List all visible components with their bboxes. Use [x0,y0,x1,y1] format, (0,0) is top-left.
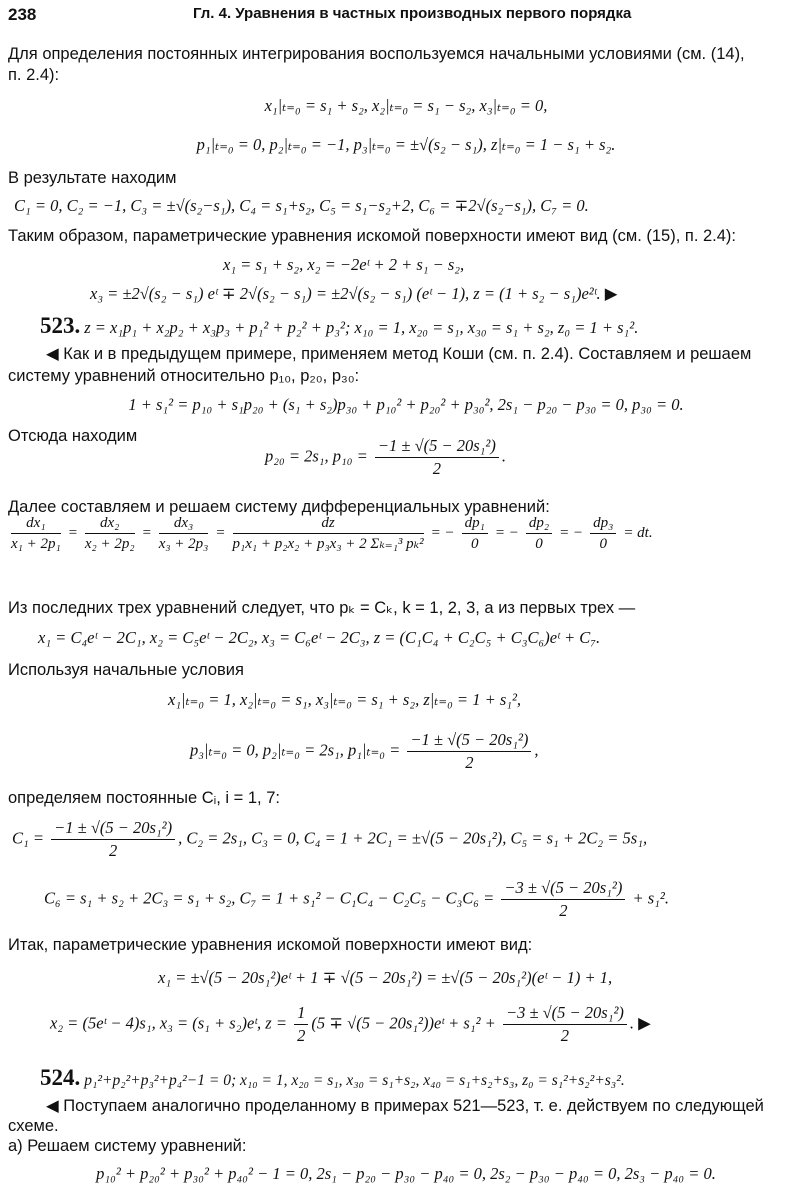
fraction: $\frac{\text{−3 ± √(5 − 20s₁²)}}{2}$ [501,880,625,919]
fraction: $\frac{1}{2}$ [294,1005,308,1044]
operator: = [67,525,78,542]
problem-524 [40,1066,625,1089]
operator: = − [430,525,455,542]
text-line: Таким образом, параметрические уравнения искомой поверхности имеют вид (см. (15), п. 2.4): [8,227,737,245]
equation-characteristic-system [8,516,653,552]
problem-number: 523. [40,313,81,338]
operator: = dt. [623,525,653,542]
problem-523 [40,314,638,337]
equation-constants-c1-c5: C₁ = $\frac{\text{−1 ± √(5 − 20s₁²)}}{2}$ , C₂ = 2s₁, C₃ = 0, C₄ = 1 + 2C₁ = ±√(5 − 20s₁²), C₅ = s₁ + 2C₂ = 5s₁, [12,818,648,860]
text-line: систему уравнений относительно p₁₀, p₂₀, p₃₀: [8,367,360,385]
equation-initial-x: x₁|ₜ₌₀ = s₁ + s₂, x₂|ₜ₌₀ = s₁ − s₂, x₃|ₜ₌₀ = 0, [264,96,548,115]
equation-constants-c6-c7: C₆ = s₁ + s₂ + 2C₃ = s₁ + s₂, C₇ = 1 + s₁² − C₁C₄ − C₂C₅ − C₃C₆ = $\frac{\text{−3 ± √(5 − 20s₁²)}}{2}$ + s₁². [44,878,669,920]
equation-constants: C₁ = 0, C₂ = −1, C₃ = ±√(s₂−s₁), C₄ = s₁+s₂, C₅ = s₁−s₂+2, C₆ = ∓2√(s₂−s₁), C₇ = 0. [14,196,589,215]
running-title: Гл. 4. Уравнения в частных производных первого порядка [193,5,632,22]
page-number: 238 [8,5,37,24]
problem-number: 524. [40,1065,81,1090]
fraction: $\frac{dz}{\text{p₁x₁ + p₂x₂ + p₃x₃ + 2 Σₖ₌₁³ pₖ²}}$ [232,515,424,552]
operator: = − [494,525,519,542]
equation-initial-conditions: x₁|ₜ₌₀ = 1, x₂|ₜ₌₀ = s₁, x₃|ₜ₌₀ = s₁ + s₂, z|ₜ₌₀ = 1 + s₁², [168,690,522,709]
fraction: $\frac{\text{−3 ± √(5 − 20s₁²)}}{2}$ [503,1005,627,1044]
text-line: Из последних трех уравнений следует, что pₖ = Cₖ, k = 1, 2, 3, а из первых трех — [8,599,636,617]
operator: = [141,525,152,542]
text-line: п. 2.4): [8,66,60,84]
text-line: Отсюда находим [8,427,138,445]
text-line: Для определения постоянных интегрирования воспользуемся начальными условиями (см. (14), [8,45,745,63]
problem-statement: p₁²+p₂²+p₃²+p₄²−1 = 0; x₁₀ = 1, x₂₀ = s₁, x₃₀ = s₁+s₂, x₄₀ = s₁+s₂+s₃, z₀ = s₁²+s₂²+s₃². [84,1072,625,1089]
equation-general-solution: x₁ = C₄eᵗ − 2C₁, x₂ = C₅eᵗ − 2C₂, x₃ = C₆eᵗ − 2C₃, z = (C₁C₄ + C₂C₅ + C₃C₆)eᵗ + C₇. [38,628,601,647]
text-line: ◀ Поступаем аналогично проделанному в примерах 521—523, т. е. действуем по следующей [46,1097,764,1115]
equation-surface-2: x₃ = ±2√(s₂ − s₁) eᵗ ∓ 2√(s₂ − s₁) = ±2√(s₂ − s₁) (eᵗ − 1), z = (1 + s₂ − s₁)e²ᵗ. ▶ [90,284,618,303]
problem-statement: z = x₁p₁ + x₂p₂ + x₃p₃ + p₁² + p₂² + p₃²; x₁₀ = 1, x₂₀ = s₁, x₃₀ = s₁ + s₂, z₀ = 1 + s₁². [84,318,639,337]
fraction: $\frac{\text{−1 ± √(5 − 20s₁²)}}{2}$ [407,732,531,771]
equation-x2-x3-z: x₂ = (5eᵗ − 4)s₁, x₃ = (s₁ + s₂)eᵗ, z = $\frac{1}{2}$ (5 ∓ √(5 − 20s₁²))eᵗ + s₁² + $\frac{\text{−3 ± √(5 − 20s₁²)}}{2}$ . ▶ [50,1003,651,1045]
operator: = − [559,525,584,542]
fraction: $\frac{\text{dx₁}}{\text{x₁ + 2p₁}}$ [11,515,61,552]
fraction: $\frac{\text{dp₁}}{0}$ [462,516,488,552]
text-line: Далее составляем и решаем систему дифференциальных уравнений: [8,498,550,516]
fraction: $\frac{\text{−1 ± √(5 − 20s₁²)}}{2}$ [375,438,499,477]
operator: = [215,525,226,542]
fraction: $\frac{\text{dx₂}}{\text{x₂ + 2p₂}}$ [84,515,135,552]
text-line: Используя начальные условия [8,661,244,679]
text-line: определяем постоянные Cᵢ, i = 1, 7: [8,789,280,807]
text-line: схеме. [8,1117,59,1135]
text-line: а) Решаем систему уравнений: [8,1137,247,1155]
equation-system-524: p₁₀² + p₂₀² + p₃₀² + p₄₀² − 1 = 0, 2s₁ − p₂₀ − p₃₀ − p₄₀ = 0, 2s₂ − p₃₀ − p₄₀ = 0, 2s₃ − p₄₀ = 0. [96,1164,716,1183]
equation-surface-1: x₁ = s₁ + s₂, x₂ = −2eᵗ + 2 + s₁ − s₂, [223,255,465,274]
text-line: В результате находим [8,169,177,187]
equation-system: 1 + s₁² = p₁₀ + s₁p₂₀ + (s₁ + s₂)p₃₀ + p₁₀² + p₂₀² + p₃₀², 2s₁ − p₂₀ − p₃₀ = 0, p₃₀ = 0. [128,395,684,414]
equation-x1: x₁ = ±√(5 − 20s₁²)eᵗ + 1 ∓ √(5 − 20s₁²) = ±√(5 − 20s₁²)(eᵗ − 1) + 1, [158,968,613,987]
equation-initial-p: p₁|ₜ₌₀ = 0, p₂|ₜ₌₀ = −1, p₃|ₜ₌₀ = ±√(s₂ − s₁), z|ₜ₌₀ = 1 − s₁ + s₂. [196,135,616,154]
text-line: Итак, параметрические уравнения искомой поверхности имеют вид: [8,936,533,954]
fraction: $\frac{\text{−1 ± √(5 − 20s₁²)}}{2}$ [51,820,175,859]
fraction: $\frac{\text{dp₂}}{0}$ [526,516,552,552]
fraction: $\frac{\text{dx₃}}{\text{x₃ + 2p₃}}$ [158,515,209,552]
fraction: $\frac{\text{dp₃}}{0}$ [590,516,616,552]
text-line: ◀ Как и в предыдущем примере, применяем метод Коши (см. п. 2.4). Составляем и решаем [46,345,752,363]
equation-p-values: p₂₀ = 2s₁, p₁₀ = $\frac{\text{−1 ± √(5 − 20s₁²)}}{2}$ . [265,436,506,478]
equation-initial-p2: p₃|ₜ₌₀ = 0, p₂|ₜ₌₀ = 2s₁, p₁|ₜ₌₀ = $\frac{\text{−1 ± √(5 − 20s₁²)}}{2}$ , [190,730,539,772]
